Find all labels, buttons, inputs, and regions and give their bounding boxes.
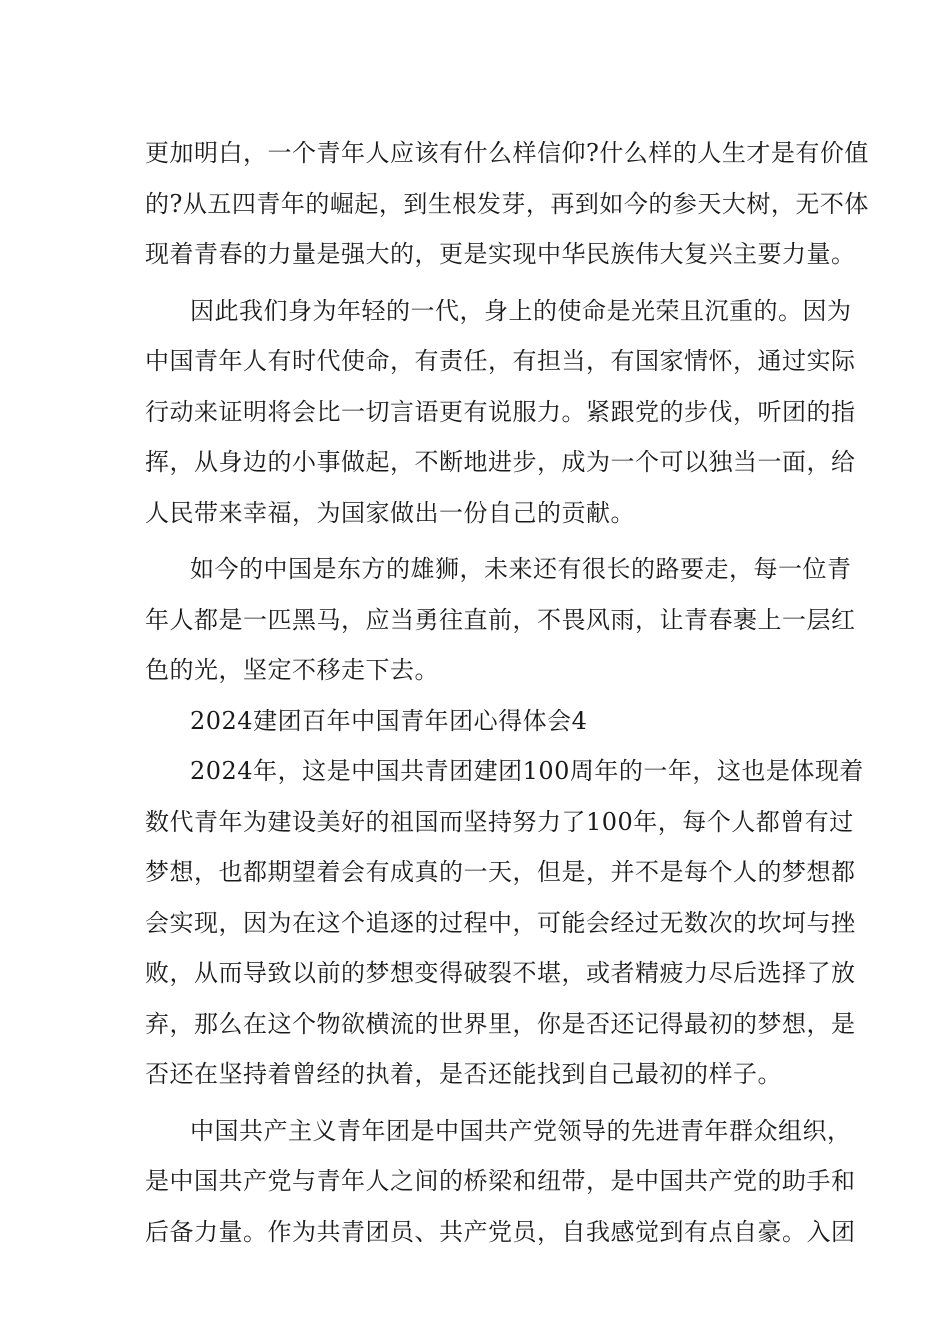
paragraph-5 <box>145 1106 856 1258</box>
text-line: 人民带来幸福，为国家做出一份自己的贡献。 <box>145 498 635 527</box>
text-line: 现着青春的力量是强大的，更是实现中华民族伟大复兴主要力量。 <box>145 240 856 268</box>
text-line: 的?从五四青年的崛起，到生根发芽，再到如今的参天大树，无不体 <box>145 189 869 218</box>
paragraph-2 <box>145 286 856 539</box>
text-line: 弃，那么在这个物欲横流的世界里，你是否还记得最初的梦想，是 <box>145 1009 856 1038</box>
text-line: 因此我们身为年轻的一代，身上的使命是光荣且沉重的。因为 <box>190 296 852 325</box>
text-line: 否还在坚持着曾经的执着，是否还能找到自己最初的样子。 <box>145 1060 782 1088</box>
text-line: 数代青年为建设美好的祖国而坚持努力了100年，每个人都曾有过 <box>145 807 854 836</box>
text-line: 后备力量。作为共青团员、共产党员，自我感觉到有点自豪。入团 <box>145 1217 856 1246</box>
paragraph-1 <box>145 128 869 280</box>
paragraph-3 <box>145 544 856 696</box>
text-line: 行动来证明将会比一切言语更有说服力。紧跟党的步伐，听团的指 <box>145 397 856 426</box>
text-line: 年人都是一匹黑马，应当勇往直前，不畏风雨，让青春裹上一层红 <box>145 605 856 634</box>
text-line: 败，从而导致以前的梦想变得破裂不堪，或者精疲力尽后选择了放 <box>145 959 856 987</box>
text-line: 2024年，这是中国共青团建团100周年的一年，这也是体现着 <box>190 757 864 785</box>
text-line: 梦想，也都期望着会有成真的一天，但是，并不是每个人的梦想都 <box>145 858 856 886</box>
document-body <box>145 128 869 1257</box>
section-heading <box>145 696 809 747</box>
text-line: 会实现，因为在这个追逐的过程中，可能会经过无数次的坎坷与挫 <box>145 908 856 937</box>
text-line: 中国青年人有时代使命，有责任，有担当，有国家情怀，通过实际 <box>145 347 856 375</box>
paragraph-4 <box>145 746 864 1100</box>
text-line: 挥，从身边的小事做起，不断地进步，成为一个可以独当一面，给 <box>145 448 856 476</box>
text-line: 色的光，坚定不移走下去。 <box>145 656 439 684</box>
text-line: 中国共产主义青年团是中国共产党领导的先进青年群众组织， <box>190 1116 852 1145</box>
section-heading-text: 2024建团百年中国青年团心得体会4 <box>190 706 588 735</box>
text-line: 是中国共产党与青年人之间的桥梁和纽带，是中国共产党的助手和 <box>145 1167 856 1195</box>
text-line: 更加明白，一个青年人应该有什么样信仰?什么样的人生才是有价值 <box>145 139 869 167</box>
text-line: 如今的中国是东方的雄狮，未来还有很长的路要走，每一位青 <box>190 555 852 583</box>
